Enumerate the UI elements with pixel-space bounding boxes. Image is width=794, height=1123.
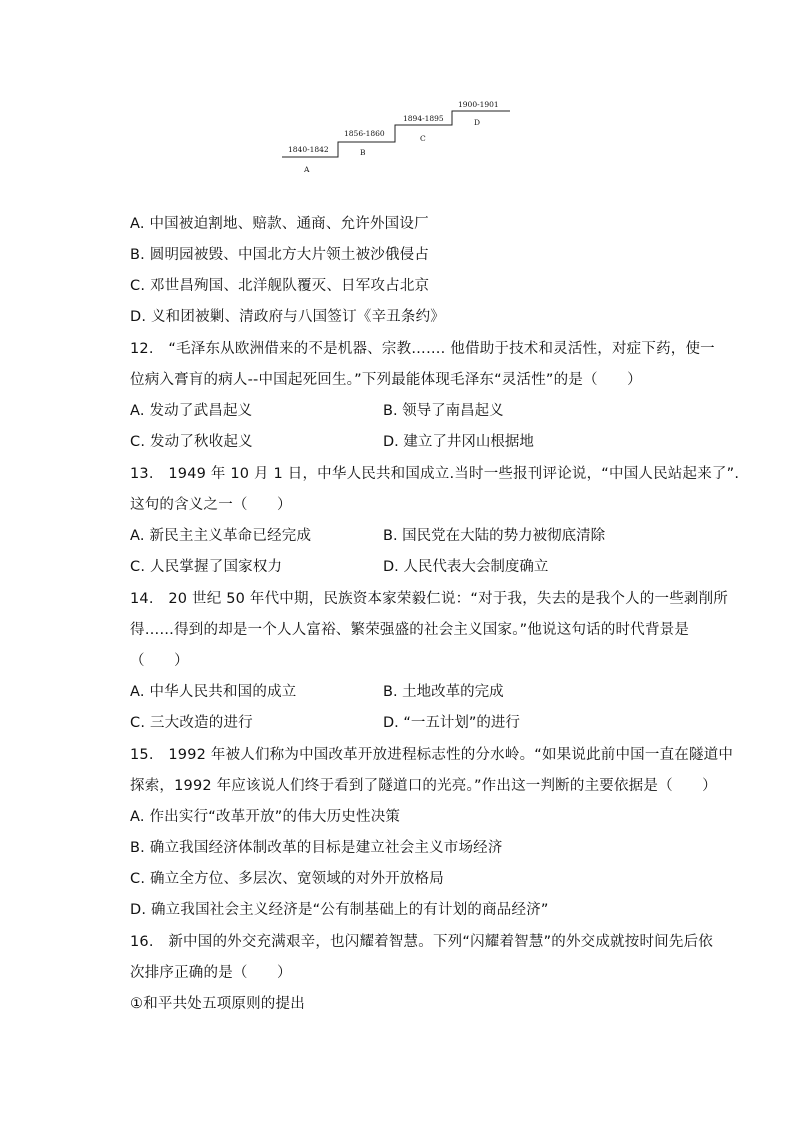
step-period-c: 1894-1895: [403, 114, 444, 123]
step-letter-c: C: [420, 134, 426, 143]
step-letter-b: B: [360, 148, 366, 157]
q13-option-b: B. 国民党在大陆的势力被彻底清除: [383, 528, 606, 544]
q16-item-1: ①和平共处五项原则的提出: [130, 996, 305, 1012]
q15-stem-line-1: 15. 1992 年被人们称为中国改革开放进程标志性的分水岭。“如果说此前中国一直在隧道中: [130, 747, 734, 763]
q14-stem-line-3: （ ）: [130, 653, 189, 669]
q15-option-b: B. 确立我国经济体制改革的目标是建立社会主义市场经济: [130, 840, 503, 856]
q16-stem-line-1: 16. 新中国的外交充满艰辛，也闪耀着智慧。下列“闪耀着智慧”的外交成就按时间先后依: [130, 934, 713, 950]
q13-stem-line-2: 这句的含义之一（ ）: [130, 497, 292, 513]
q14-stem-line-2: 得……得到的却是一个人人富裕、繁荣强盛的社会主义国家。”他说这句话的时代背景是: [130, 622, 690, 638]
timeline-staircase-figure: [280, 95, 520, 180]
q15-option-d: D. 确立我国社会主义经济是“公有制基础上的有计划的商品经济”: [130, 902, 549, 918]
q15-stem-line-2: 探索，1992 年应该说人们终于看到了隧道口的光亮。”作出这一判断的主要依据是（ ）: [130, 778, 717, 794]
q13-option-d: D. 人民代表大会制度确立: [383, 559, 549, 575]
step-letter-d: D: [474, 118, 481, 127]
q12-option-d: D. 建立了井冈山根据地: [383, 434, 534, 450]
q12-option-a: A. 发动了武昌起义: [130, 403, 253, 419]
q14-option-a: A. 中华人民共和国的成立: [130, 684, 297, 700]
q15-option-a: A. 作出实行“改革开放”的伟大历史性决策: [130, 809, 401, 825]
q15-option-c: C. 确立全方位、多层次、宽领域的对外开放格局: [130, 871, 444, 887]
q13-option-a: A. 新民主主义革命已经完成: [130, 528, 312, 544]
step-period-d: 1900-1901: [458, 100, 499, 109]
q16-stem-line-2: 次排序正确的是（ ）: [130, 965, 292, 981]
q13-option-c: C. 人民掌握了国家权力: [130, 559, 283, 575]
step-period-a: 1840-1842: [288, 145, 329, 154]
staircase-diagram: [280, 95, 520, 180]
q12-stem-line-2: 位病入膏肓的病人--中国起死回生。”下列最能体现毛泽东“灵活性”的是（ ）: [130, 372, 642, 388]
step-period-b: 1856-1860: [344, 129, 385, 138]
q14-option-c: C. 三大改造的进行: [130, 715, 253, 731]
q12-option-b: B. 领导了南昌起义: [383, 403, 504, 419]
q12-option-c: C. 发动了秋收起义: [130, 434, 253, 450]
q14-option-d: D. “一五计划”的进行: [383, 715, 520, 731]
q14-stem-line-1: 14. 20 世纪 50 年代中期，民族资本家荣毅仁说：“对于我，失去的是我个人的一些剥削所: [130, 591, 728, 607]
q13-stem-line-1: 13. 1949 年 10 月 1 日，中华人民共和国成立.当时一些报刊评论说，“中国人民站起来了”.: [130, 466, 740, 482]
q11-option-a: A. 中国被迫割地、赔款、通商、允许外国设厂: [130, 216, 429, 232]
q12-stem-line-1: 12. “毛泽东从欧洲借来的不是机器、宗教……. 他借助于技术和灵活性，对症下药，使一: [130, 341, 715, 357]
q11-option-c: C. 邓世昌殉国、北洋舰队覆灭、日军攻占北京: [130, 278, 430, 294]
q14-option-b: B. 土地改革的完成: [383, 684, 504, 700]
step-letter-a: A: [304, 165, 310, 174]
q11-option-b: B. 圆明园被毁、中国北方大片领土被沙俄侵占: [130, 247, 430, 263]
q11-option-d: D. 义和团被剿、清政府与八国签订《辛丑条约》: [130, 309, 445, 325]
